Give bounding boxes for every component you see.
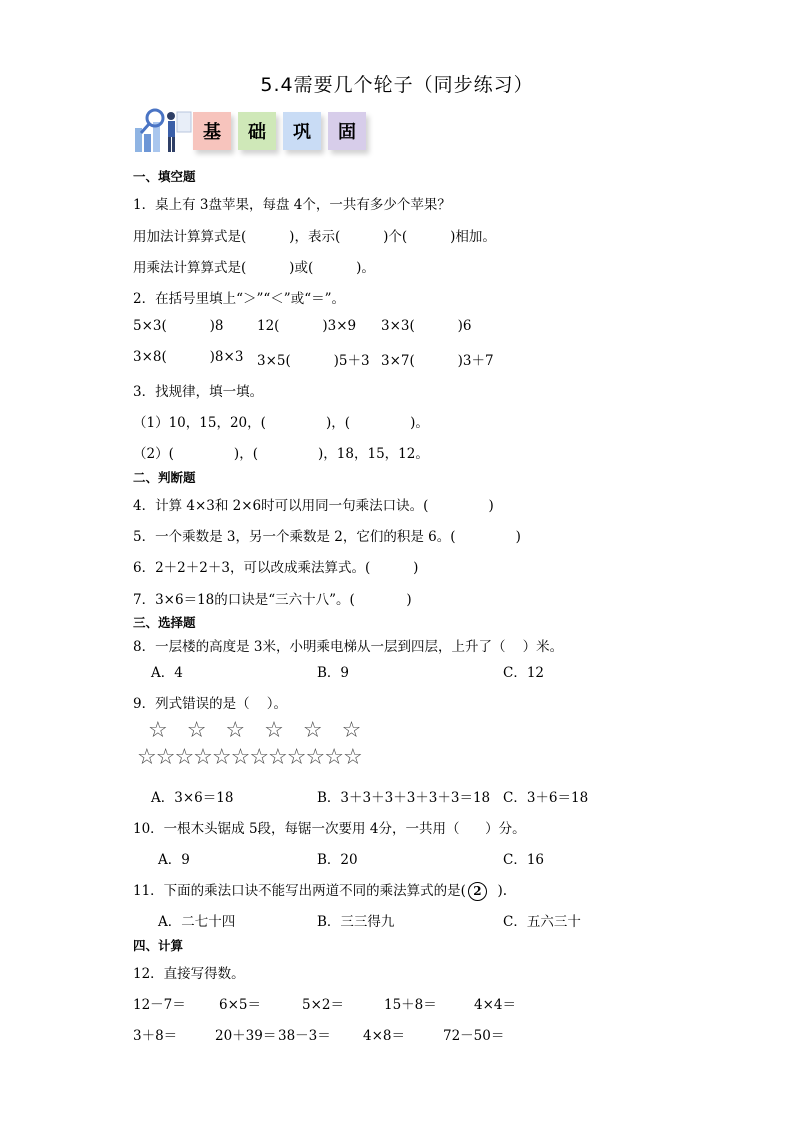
q11-stem-end: ). xyxy=(488,883,508,899)
banner-tile-3: 巩 xyxy=(283,112,321,150)
calc-item: 12－7＝ xyxy=(133,997,186,1013)
q2-item: 3×8( )8×3 xyxy=(133,349,244,365)
q10-stem: 10．一根木头锯成 5段，每锯一次要用 4分，一共用（ ）分。 xyxy=(133,821,526,837)
q3-stem: 3．找规律，填一填。 xyxy=(133,384,264,400)
q8-option-b: B．9 xyxy=(317,665,350,681)
page-title: 5.4需要几个轮子（同步练习） xyxy=(260,74,534,96)
q11-stem-text: 11．下面的乘法口诀不能写出两道不同的乘法算式的是( xyxy=(133,883,466,899)
q2-item: 3×7( )3＋7 xyxy=(381,353,494,369)
q10-option-c: C．16 xyxy=(503,852,545,868)
circled-answer: 2 xyxy=(468,882,487,901)
q1-stem: 1．桌上有 3盘苹果，每盘 4个，一共有多少个苹果？ xyxy=(133,197,451,213)
q9-option-c: C．3＋6＝18 xyxy=(503,790,589,806)
analysis-illustration-icon xyxy=(133,106,193,158)
section-heading-choice: 三、选择题 xyxy=(133,615,196,630)
q3-line2: （2）( )，( )，18，15，12。 xyxy=(133,446,429,462)
q11-option-c: C．五六三十 xyxy=(503,914,581,930)
calc-item: 20＋39＝ xyxy=(215,1028,277,1044)
q11-option-a: A．二七十四 xyxy=(158,914,236,930)
banner-tile-4: 固 xyxy=(328,112,366,150)
q5-text: 5．一个乘数是 3，另一个乘数是 2，它们的积是 6。( ) xyxy=(133,529,521,545)
q11-stem xyxy=(133,879,507,901)
q12-stem: 12．直接写得数。 xyxy=(133,966,245,982)
calc-item: 4×8＝ xyxy=(363,1028,405,1044)
q11-option-b: B．三三得九 xyxy=(317,914,395,930)
calc-item: 38－3＝ xyxy=(278,1028,331,1044)
q2-stem: 2．在括号里填上“＞”“＜”或“＝”。 xyxy=(133,291,345,307)
stars-row-top: ☆ ☆ ☆ ☆ ☆ ☆ xyxy=(148,718,368,743)
banner-tile-1: 基 xyxy=(193,112,231,150)
section-heading-calc: 四、计算 xyxy=(133,938,184,953)
q10-option-a: A．9 xyxy=(158,852,190,868)
q9-option-b: B．3＋3＋3＋3＋3＋3＝18 xyxy=(317,790,491,806)
q8-option-c: C．12 xyxy=(503,665,545,681)
calc-item: 15＋8＝ xyxy=(384,997,437,1013)
calc-item: 6×5＝ xyxy=(219,997,261,1013)
q2-item: 3×5( )5＋3 xyxy=(257,353,370,369)
q2-item: 12( )3×9 xyxy=(257,318,357,334)
q6-text: 6．2＋2＋2＋3，可以改成乘法算式。( ) xyxy=(133,560,419,576)
q2-item: 5×3( )8 xyxy=(133,318,224,334)
q3-line1: （1）10，15，20，( )，( )。 xyxy=(133,415,429,431)
q1-line1: 用加法计算算式是( )，表示( )个( )相加。 xyxy=(133,229,496,245)
q1-line2: 用乘法计算算式是( )或( )。 xyxy=(133,260,375,276)
banner-tile-2: 础 xyxy=(238,112,276,150)
calc-item: 5×2＝ xyxy=(302,997,344,1013)
q9-stem: 9．列式错误的是（ ）。 xyxy=(133,696,288,712)
q7-text: 7．3×6＝18的口诀是“三六十八”。( ) xyxy=(133,592,412,608)
calc-item: 4×4＝ xyxy=(474,997,516,1013)
q2-item: 3×3( )6 xyxy=(381,318,472,334)
q9-option-a: A．3×6＝18 xyxy=(151,790,234,806)
section-heading-judge: 二、判断题 xyxy=(133,470,196,485)
q10-option-b: B．20 xyxy=(317,852,358,868)
q8-option-a: A．4 xyxy=(151,665,183,681)
section-banner xyxy=(133,106,383,158)
q8-stem: 8．一层楼的高度是 3米，小明乘电梯从一层到四层，上升了（ ）米。 xyxy=(133,639,564,655)
stars-row-bottom: ☆☆☆☆☆☆☆☆☆☆☆☆ xyxy=(137,745,362,770)
calc-item: 3＋8＝ xyxy=(133,1028,178,1044)
q4-text: 4．计算 4×3和 2×6时可以用同一句乘法口诀。( ) xyxy=(133,498,494,514)
calc-item: 72－50＝ xyxy=(443,1028,505,1044)
section-heading-fill: 一、填空题 xyxy=(133,169,196,184)
